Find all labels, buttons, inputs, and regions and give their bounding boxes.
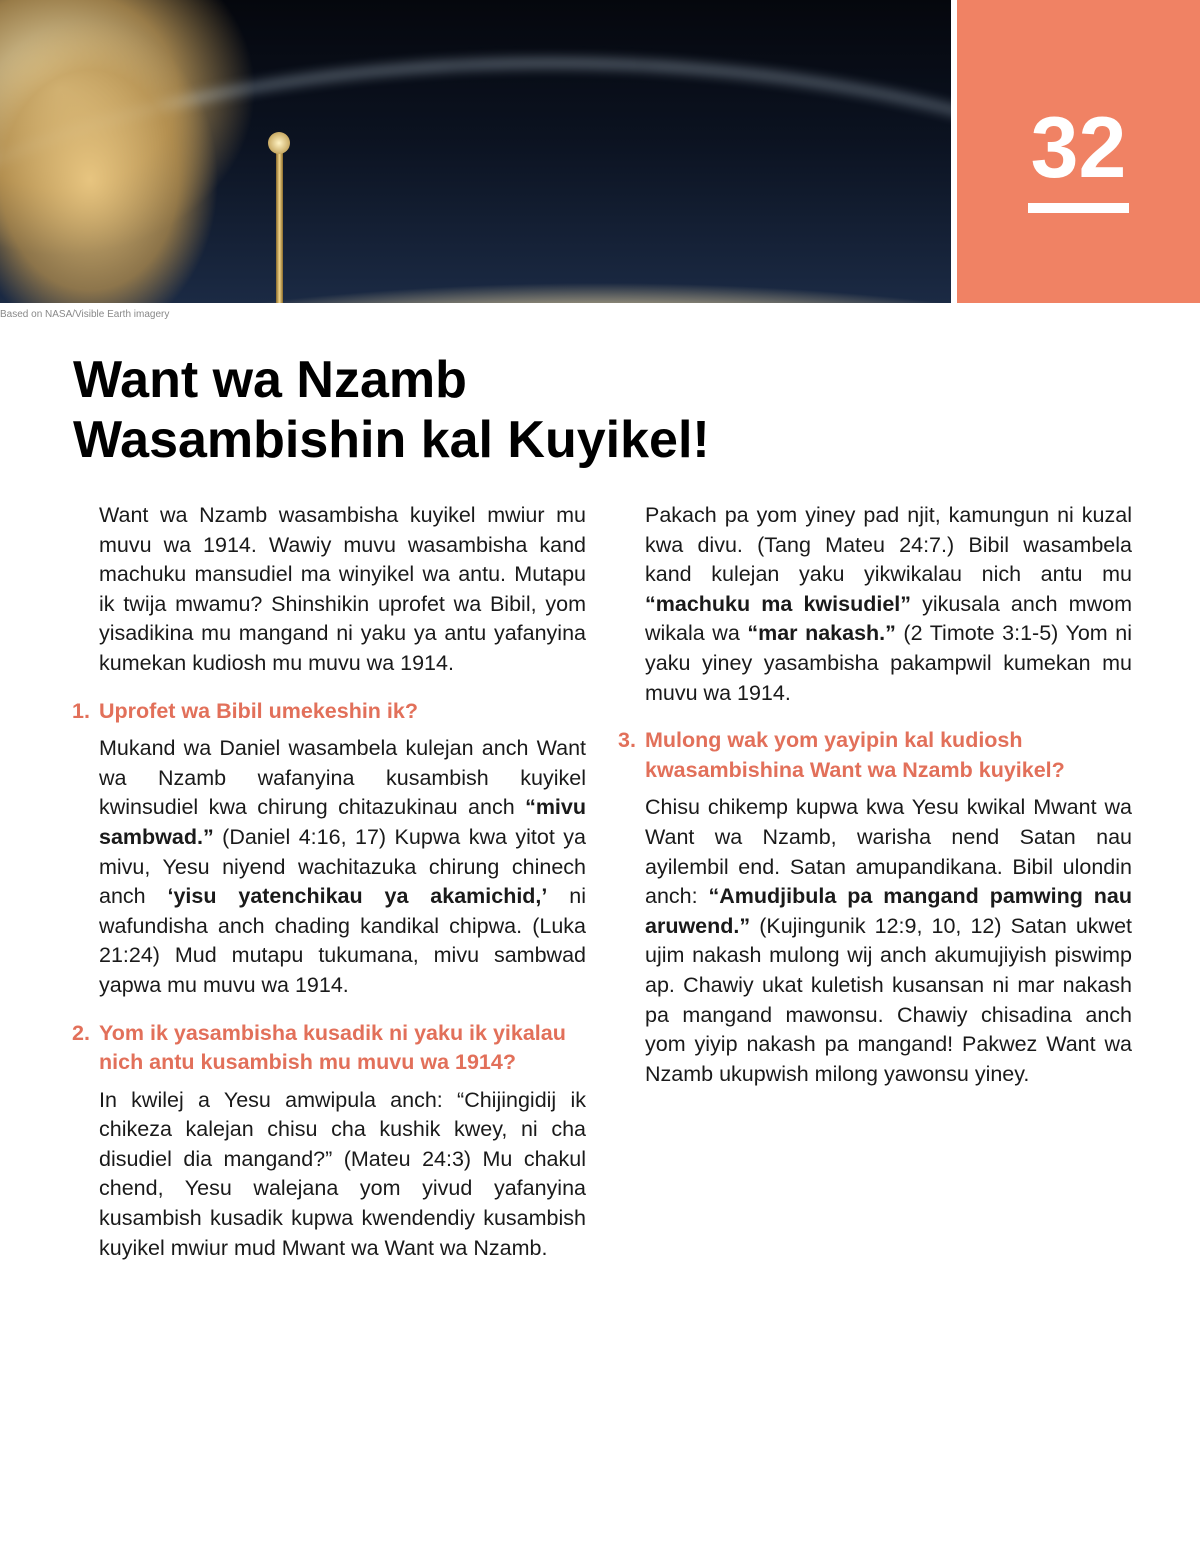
bold-quote: “machuku ma kwisudiel” <box>645 591 911 616</box>
question-1 <box>72 697 586 727</box>
answer-2-paragraph <box>99 1086 586 1264</box>
bold-quote: “mar nakash.” <box>747 621 896 646</box>
answer-3-paragraph <box>645 793 1132 1089</box>
scepter <box>276 140 283 303</box>
scepter-orb <box>268 132 290 154</box>
question-2 <box>72 1019 586 1078</box>
lesson-number: 32 <box>1030 100 1127 196</box>
question-text: Uprofet wa Bibil umekeshin ik? <box>99 698 418 723</box>
question-number: 2. <box>72 1020 90 1045</box>
text: In kwilej a Yesu amwipula anch: “Chijingidij ik chikeza kalejan chisu cha kushik kwey, ni cha disudiel dia mangand?” (Mateu 24:3) Mu chakul chend, Yesu walejana yom yivud yafanyina kusambish kusadik kupwa kwendendiy kusambish kuyikel mwiur mud Mwant wa Want wa Nzamb. <box>99 1087 586 1260</box>
column-right <box>618 501 1133 1107</box>
answer-2-continued <box>645 501 1132 708</box>
bold-quote: ‘yisu yatenchikau ya akamichid,’ <box>167 884 548 909</box>
question-3 <box>618 726 1132 785</box>
text: (Kujingunik 12:9, 10, 12) Satan ukwet ujim nakash mulong wij anch akumujiyish piswimp ap. Chawiy ukat kuletish kusansan ni mar nakash pa mangand mawonsu. Chawiy chisadina anch yom yiyip nakash pa mangand! Pakwez Want wa Nzamb ukupwish milong yawonsu yiney. <box>645 913 1132 1086</box>
image-credit: Based on NASA/Visible Earth imagery <box>0 309 170 320</box>
title-line-2: Wasambishin kal Kuyikel! <box>73 411 710 469</box>
hero-image <box>0 0 951 303</box>
text: Chisu chikemp kupwa kwa Yesu kwikal Mwant wa Want wa Nzamb, warisha nend Satan nau ayilembil end. Satan amupandikana. Bibil ulondin anch: <box>645 795 1132 909</box>
text: (Daniel 4:16, 17) Kupwa kwa yitot ya mivu, Yesu niyend wachitazuka chirung chinech anch <box>99 824 586 909</box>
question-text: Yom ik yasambisha kusadik ni yaku ik yikalau nich antu kusambish mu muvu wa 1914? <box>99 1020 566 1075</box>
question-text: Mulong wak yom yayipin kal kudiosh kwasambishina Want wa Nzamb kuyikel? <box>645 728 1065 782</box>
text: Mukand wa Daniel wasambela kulejan anch Want wa Nzamb wafanyina kusambish kuyikel kwinsudiel kwa chirung chitazukinau anch <box>99 736 586 820</box>
bold-quote: “mivu sambwad.” <box>99 795 586 849</box>
lesson-underline <box>1028 203 1129 213</box>
column-left <box>72 501 586 1281</box>
text: (2 Timote 3:1-5) Yom ni yaku yiney yasambisha pakampwil kumekan mu muvu wa 1914. <box>645 621 1133 705</box>
title-line-1: Want wa Nzamb <box>73 351 467 409</box>
question-number: 3. <box>618 728 636 753</box>
king-figure <box>0 10 300 303</box>
text: yikusala anch mwom wikala wa <box>645 591 1132 646</box>
lesson-badge <box>957 0 1200 303</box>
page-title <box>73 350 873 470</box>
answer-1-paragraph <box>99 734 586 1000</box>
intro-paragraph: Want wa Nzamb wasambisha kuyikel mwiur mu muvu wa 1914. Wawiy muvu wasambisha kand machuku mansudiel ma winyikel wa antu. Mutapu ik twija mwamu? Shinshikin uprofet wa Bibil, yom yisadikina mu mangand ni yaku ya antu yafanyina kumekan kudiosh mu muvu wa 1914. <box>99 503 586 675</box>
text: Pakach pa yom yiney pad njit, kamungun ni kuzal kwa divu. (Tang Mateu 24:7.) Bibil wasambela kand kulejan yaku yikwikalau nich antu mu <box>645 503 1132 587</box>
text: ni wafundisha anch chading kandikal chipwa. (Luka 21:24) Mud mutapu tukumana, mivu sambwad yapwa mu muvu wa 1914. <box>99 884 586 997</box>
question-number: 1. <box>72 698 90 723</box>
bold-quote: “Amudjibula pa mangand pamwing nau aruwend.” <box>645 884 1132 938</box>
